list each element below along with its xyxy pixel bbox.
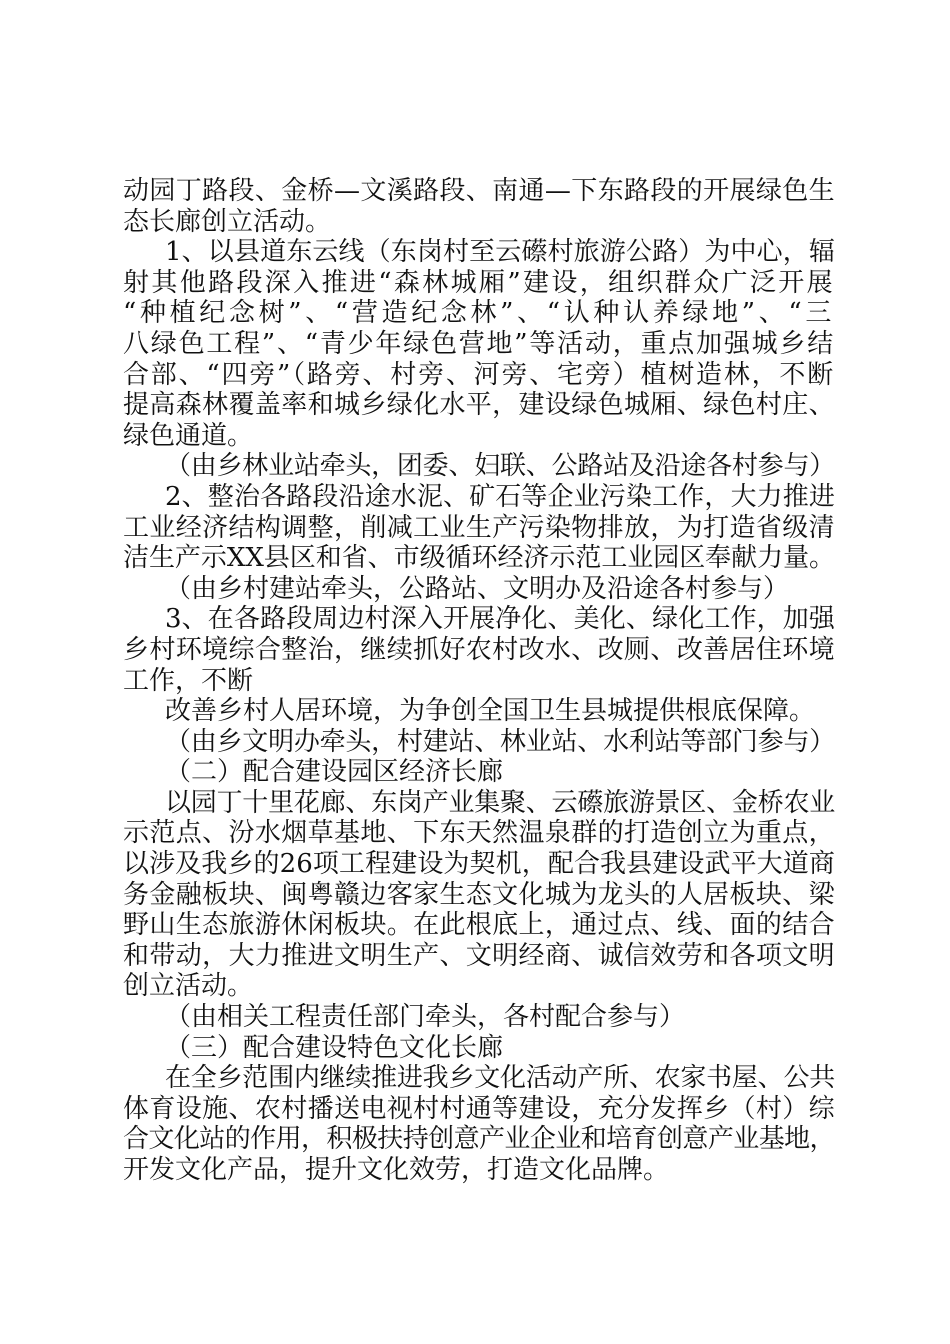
text-line-content: 绿色通道。 bbox=[123, 420, 254, 451]
section-heading-text: （二）配合建设园区经济长廊 bbox=[165, 757, 504, 788]
text-line bbox=[123, 1063, 835, 1094]
text-line bbox=[123, 1124, 835, 1155]
section-heading bbox=[123, 1033, 835, 1064]
text-line-content: 态长廊创立活动。 bbox=[123, 206, 332, 237]
text-line bbox=[123, 298, 835, 329]
text-line bbox=[123, 941, 835, 972]
section-heading bbox=[123, 757, 835, 788]
text-line bbox=[123, 1094, 835, 1125]
text-line-content: 工作，不断 bbox=[123, 665, 254, 696]
text-line-content: 动园丁路段、金桥—文溪路段、南通—下东路段的开展绿色生 bbox=[123, 176, 835, 206]
text-line-content: 八绿色工程”、“青少年绿色营地”等活动，重点加强城乡结 bbox=[123, 328, 835, 359]
text-line bbox=[123, 360, 835, 391]
text-line bbox=[123, 513, 835, 544]
text-line-content: 工业经济结构调整，削减工业生产污染物排放，为打造省级清 bbox=[123, 512, 835, 543]
text-line-content: （由乡林业站牵头，团委、妇联、公路站及沿途各村参与） bbox=[165, 451, 835, 482]
text-line-content: 合文化站的作用，积极扶持创意产业企业和培育创意产业基地， bbox=[123, 1124, 835, 1155]
text-line-content: 改善乡村人居环境，为争创全国卫生县城提供根底保障。 bbox=[165, 696, 816, 727]
text-line bbox=[123, 849, 835, 880]
text-line bbox=[123, 818, 835, 849]
text-line-content: 以涉及我乡的26项工程建设为契机，配合我县建设武平大道商 bbox=[123, 849, 835, 880]
text-line-content: 3、在各路段周边村深入开展净化、美化、绿化工作，加强 bbox=[165, 604, 835, 635]
text-line-content: （由乡村建站牵头，公路站、文明办及沿途各村参与） bbox=[165, 573, 790, 604]
text-line bbox=[123, 451, 835, 482]
text-line bbox=[123, 788, 835, 819]
text-line bbox=[123, 880, 835, 911]
text-line bbox=[123, 482, 835, 513]
text-line bbox=[123, 207, 835, 238]
text-line-content: 体育设施、农村播送电视村村通等建设，充分发挥乡（村）综 bbox=[123, 1093, 835, 1124]
text-line-content: 乡村环境综合整治，继续抓好农村改水、改厕、改善居住环境 bbox=[123, 634, 835, 665]
text-line bbox=[123, 971, 835, 1002]
text-line-content: 示范点、汾水烟草基地、下东天然温泉群的打造创立为重点， bbox=[123, 818, 835, 849]
text-line bbox=[123, 1002, 835, 1033]
text-line-content: 提高森林覆盖率和城乡绿化水平，建设绿色城厢、绿色村庄、 bbox=[123, 390, 835, 421]
text-line-content: 1、以县道东云线（东岗村至云礤村旅游公路）为中心，辐 bbox=[165, 237, 835, 268]
text-line bbox=[123, 727, 835, 758]
text-line-content: 在全乡范围内继续推进我乡文化活动产所、农家书屋、公共 bbox=[165, 1063, 835, 1094]
text-line bbox=[123, 910, 835, 941]
text-line bbox=[123, 421, 835, 452]
section-heading-text: （三）配合建设特色文化长廊 bbox=[165, 1032, 504, 1063]
text-line bbox=[123, 635, 835, 666]
text-line-content: 野山生态旅游休闲板块。在此根底上，通过点、线、面的结合 bbox=[123, 910, 835, 941]
text-line bbox=[123, 1155, 835, 1186]
text-line bbox=[123, 329, 835, 360]
text-line bbox=[123, 390, 835, 421]
text-line-content: 以园丁十里花廊、东岗产业集聚、云礤旅游景区、金桥农业 bbox=[165, 787, 835, 818]
text-line-content: （由乡文明办牵头，村建站、林业站、水利站等部门参与） bbox=[165, 726, 835, 757]
document-page bbox=[123, 176, 835, 1186]
text-line bbox=[123, 696, 835, 727]
text-line bbox=[123, 543, 835, 574]
text-line bbox=[123, 176, 835, 207]
text-line-content: 2、整治各路段沿途水泥、矿石等企业污染工作，大力推进 bbox=[165, 481, 835, 512]
text-line-content: “种植纪念树”、“营造纪念林”、“认种认养绿地”、“三 bbox=[123, 298, 835, 329]
text-line-content: 和带动，大力推进文明生产、文明经商、诚信效劳和各项文明 bbox=[123, 940, 835, 971]
text-line-content: 合部、“四旁”（路旁、村旁、河旁、宅旁）植树造林，不断 bbox=[123, 359, 835, 390]
text-line-content: 射其他路段深入推进“森林城厢”建设，组织群众广泛开展 bbox=[123, 267, 835, 298]
text-line-content: 务金融板块、闽粤赣边客家生态文化城为龙头的人居板块、梁 bbox=[123, 879, 835, 910]
text-line-content: 创立活动。 bbox=[123, 971, 254, 1002]
text-line-content: 洁生产示XX县区和省、市级循环经济示范工业园区奉献力量。 bbox=[123, 543, 835, 574]
text-line bbox=[123, 604, 835, 635]
text-line bbox=[123, 574, 835, 605]
text-line-content: （由相关工程责任部门牵头，各村配合参与） bbox=[165, 1002, 686, 1033]
text-line bbox=[123, 268, 835, 299]
text-line bbox=[123, 237, 835, 268]
text-line-content: 开发文化产品，提升文化效劳，打造文化品牌。 bbox=[123, 1155, 670, 1185]
text-line bbox=[123, 666, 835, 697]
